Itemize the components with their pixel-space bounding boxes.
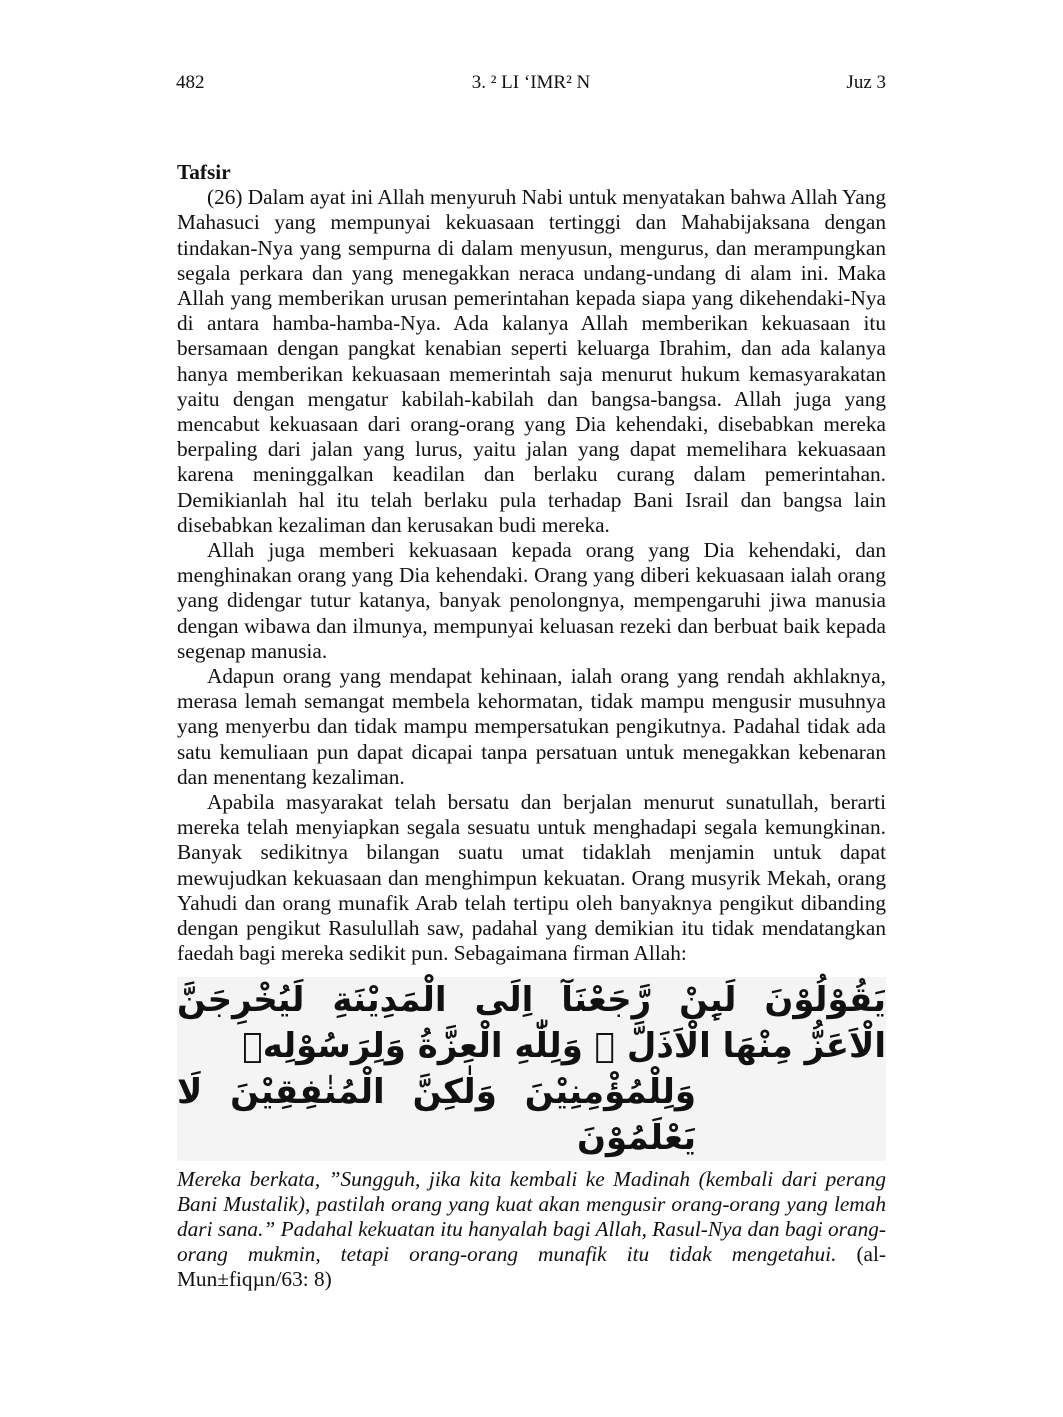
paragraph: Adapun orang yang mendapat kehinaan, ialah orang yang rendah akhlaknya, merasa lemah semangat membela kehormatan, tidak mampu mengusir musuhnya yang menyerbu dan tidak mampu mempersatukan pengikutnya. Padahal tidak ada satu kemuliaan pun dapat dicapai tanpa persatuan untuk menegakkan kebenaran dan menentang kezaliman. <box>177 664 886 789</box>
arabic-verse <box>177 977 886 1161</box>
paragraph: Apabila masyarakat telah bersatu dan berjalan menurut sunatullah, berarti mereka telah menyiapkan segala sesuatu untuk menghadapi segala kemungkinan. Banyak sedikitnya bilangan suatu umat tidaklah menjamin untuk dapat mewujudkan kekuasaan dan menghimpun kekuatan. Orang musyrik Mekah, orang Yahudi dan orang munafik Arab telah tertipu oleh banyaknya pengikut dibanding dengan pengikut Rasulullah saw, padahal yang demikian itu tidak mendatangkan faedah bagi mereka sedikit pun. Sebagaimana firman Allah: <box>177 790 886 966</box>
arabic-verse-line: وَلِلْمُؤْمِنِيْنَ وَلٰكِنَّ الْمُنٰفِقِيْنَ لَا يَعْلَمُوْنَ <box>177 1071 696 1158</box>
verse-translation <box>177 1167 886 1293</box>
page-header <box>176 72 886 100</box>
surah-title: 3. ² LI ‘IMR² N <box>471 72 591 93</box>
juz-label: Juz 3 <box>846 72 886 93</box>
arabic-verse-line: يَقُوْلُوْنَ لَىِٕنْ رَّجَعْنَآ اِلَى الْمَدِيْنَةِ لَيُخْرِجَنَّ الْاَعَزُّ مِنْهَا الْاَذَلَّ ۗ وَلِلّٰهِ الْعِزَّةُ وَلِرَسُوْلِهٖ <box>177 979 886 1066</box>
page-number: 482 <box>176 72 205 93</box>
translation-text: Mereka berkata, ”Sungguh, jika kita kembali ke Madinah (kembali dari perang Bani Mustalik), pastilah orang yang kuat akan mengusir orang-orang yang lemah dari sana.” Padahal kekuatan itu hanyalah bagi Allah, Rasul-Nya dan bagi orang-orang mukmin, tetapi orang-orang munafik itu tidak mengetahui. <box>177 1166 886 1267</box>
verse-reference: (al-Mun±fiqµn/63: 8) <box>177 1242 886 1292</box>
section-heading: Tafsir <box>177 160 231 184</box>
paragraph: Allah juga memberi kekuasaan kepada orang yang Dia kehendaki, dan menghinakan orang yang Dia kehendaki. Orang yang diberi kekuasaan ialah orang yang didengar tutur katanya, banyak penolongnya, mempengaruhi jiwa manusia dengan wibawa dan ilmunya, mempunyai keluasan rezeki dan berbuat baik kepada segenap manusia. <box>177 538 886 663</box>
paragraph: (26) Dalam ayat ini Allah menyuruh Nabi untuk menyatakan bahwa Allah Yang Mahasuci yang mempunyai kekuasaan tertinggi dan Mahabijaksana dengan tindakan-Nya yang sempurna di dalam menyusun, mengurus, dan merampungkan segala perkara dan yang menegakkan neraca undang-undang di alam ini. Maka Allah yang memberikan urusan pemerintahan kepada siapa yang dikehendaki-Nya di antara hamba-hamba-Nya. Ada kalanya Allah memberikan kekuasaan itu bersamaan dengan pangkat kenabian seperti keluarga Ibrahim, dan ada kalanya hanya memberikan kekuasaan memerintah saja menurut hukum kemasyarakatan yaitu dengan mengatur kabilah-kabilah dan bangsa-bangsa. Allah juga yang mencabut kekuasaan dari orang-orang yang Dia kehendaki, disebabkan mereka berpaling dari jalan yang lurus, yaitu jalan yang dapat memelihara kekuasaan karena meninggalkan keadilan dan berlaku curang dalam pemerintahan. Demikianlah hal itu telah berlaku pula terhadap Bani Israil dan bangsa lain disebabkan kezaliman dan kerusakan budi mereka. <box>177 185 886 537</box>
tafsir-section <box>177 160 886 1293</box>
